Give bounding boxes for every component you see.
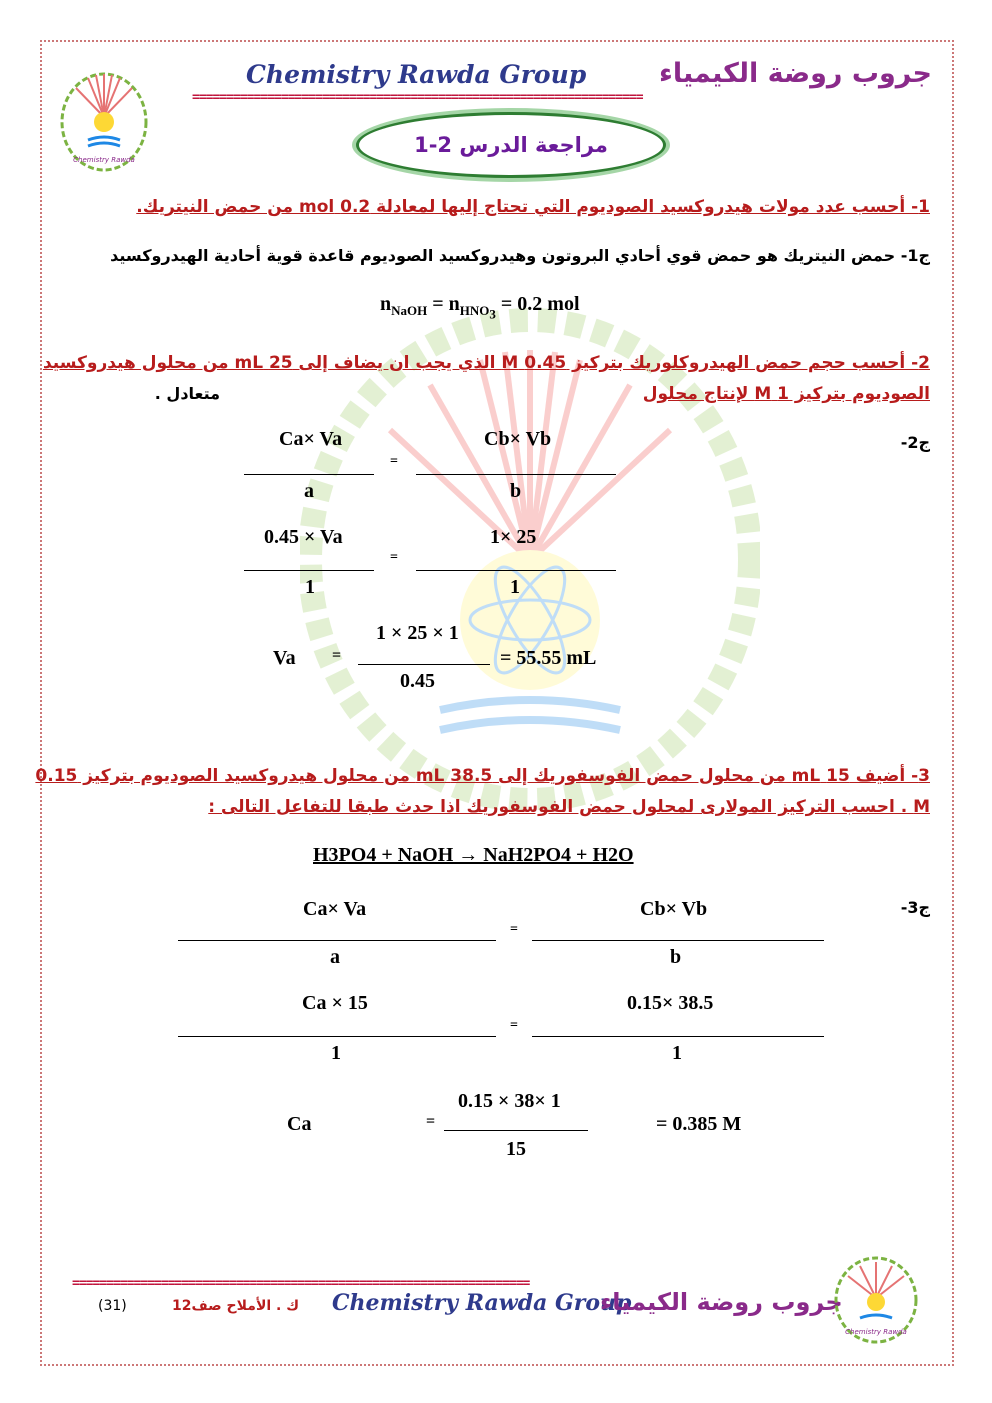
q2-formula-num-right: Cb× Vb <box>484 428 552 450</box>
question-2-line2-b: متعادل . <box>154 384 220 403</box>
question-2-line1: 2- أحسب حجم حمض الهيدروكلوريك بتركيز 0.45 M الذي يجب ان يضاف إلى 25 mL من محلول هيدروكسيد <box>42 353 930 373</box>
header-title-en: Chemistry Rawda Group <box>246 60 587 89</box>
q2-formula-den-left: a <box>304 480 314 502</box>
svg-text:Chemistry Rawda: Chemistry Rawda <box>73 156 135 164</box>
svg-text:Chemistry Rawda: Chemistry Rawda <box>845 1328 907 1336</box>
answer-3-label: ج3- <box>900 898 930 917</box>
question-2-line2: الصوديوم بتركيز 1 M لإنتاج محلول <box>642 384 930 404</box>
q2-sub-den-left: 1 <box>305 576 315 598</box>
q3-sub-equals: = <box>510 1018 518 1033</box>
q2-sub-bar-right <box>416 570 616 571</box>
q3-formula-bar-right <box>532 940 824 941</box>
q3-final-num: 0.15 × 38× 1 <box>458 1090 561 1112</box>
q3-sub-den-right: 1 <box>672 1042 682 1064</box>
footer-title-ar: جروب روضة الكيمياء <box>600 1288 843 1316</box>
question-3-line1: 3- أضيف 15 mL من محلول حمض الفوسفوريك إلى 38.5 mL من محلول هيدروكسيد الصوديوم بتركيز 0.15 <box>35 766 930 786</box>
rawda-logo-icon <box>58 62 150 174</box>
q3-final-den: 15 <box>506 1138 526 1160</box>
q2-final-den: 0.45 <box>400 670 435 692</box>
footer-subject: ك . الأملاح صف12 <box>172 1298 300 1314</box>
q2-sub-bar-left <box>244 570 374 571</box>
q3-sub-bar-right <box>532 1036 824 1037</box>
q2-final-bar <box>358 664 490 665</box>
q3-sub-den-left: 1 <box>331 1042 341 1064</box>
q2-sub-equals: = <box>390 550 398 565</box>
page-number: (31) <box>98 1298 127 1314</box>
q2-sub-den-right: 1 <box>510 576 520 598</box>
q2-final-result: = 55.55 mL <box>500 647 597 669</box>
q3-sub-bar-left <box>178 1036 496 1037</box>
q3-sub-num-right: 0.15× 38.5 <box>627 992 714 1014</box>
q3-formula-bar-left <box>178 940 496 941</box>
q2-formula-bar-left <box>244 474 374 475</box>
q2-formula-num-left: Ca× Va <box>279 428 343 450</box>
question-1: 1- أحسب عدد مولات هيدروكسيد الصوديوم التي تحتاج إليها لمعادلة 0.2 mol من حمض النيتريك. <box>136 197 930 217</box>
q3-formula-equals: = <box>510 922 518 937</box>
answer-1-text: ج1- حمض النيتريك هو حمض قوي أحادي البروتون وهيدروكسيد الصوديوم قاعدة قوية أحادية الهيدروكسيد <box>110 246 930 265</box>
q2-final-num: 1 × 25 × 1 <box>376 622 459 644</box>
q2-formula-den-right: b <box>510 480 522 502</box>
header-title-ar: جروب روضة الكيمياء <box>659 58 932 89</box>
answer-1-equation: $n_{NaOH} = n_{HNO_3} = 0.2$ mol <box>380 293 580 322</box>
q3-final-equals: = <box>426 1113 436 1130</box>
q3-formula-den-right: b <box>670 946 682 968</box>
q2-final-var: Va <box>273 647 296 669</box>
q3-formula-den-left: a <box>330 946 340 968</box>
header-divider: ================================================================== <box>192 90 643 105</box>
lesson-title: مراجعة الدرس 2-1 <box>356 112 666 178</box>
q3-sub-num-left: Ca × 15 <box>302 992 368 1014</box>
q2-sub-num-right: 1× 25 <box>490 526 537 548</box>
answer-2-label: ج2- <box>900 433 930 452</box>
q3-formula-num-right: Cb× Vb <box>640 898 708 920</box>
q3-final-bar <box>444 1130 588 1131</box>
q2-formula-equals: = <box>390 454 398 469</box>
q2-final-equals: = <box>332 647 342 664</box>
footer-title-en: Chemistry Rawda Group <box>332 1290 632 1316</box>
footer-logo-icon <box>830 1252 922 1344</box>
q3-reaction: H3PO4 + NaOH → NaH2PO4 + H2O <box>313 844 634 866</box>
q3-formula-num-left: Ca× Va <box>303 898 367 920</box>
q3-final-var: Ca <box>287 1113 312 1135</box>
q2-sub-num-left: 0.45 × Va <box>264 526 343 548</box>
question-3-line2: M . احسب التركيز المولارى لمحلول حمض الفوسفوريك اذا حدث طبقا للتفاعل التالى : <box>208 797 930 817</box>
q3-final-result: = 0.385 M <box>656 1113 742 1135</box>
footer-divider: =================================================================== <box>72 1276 530 1291</box>
q2-formula-bar-right <box>416 474 616 475</box>
